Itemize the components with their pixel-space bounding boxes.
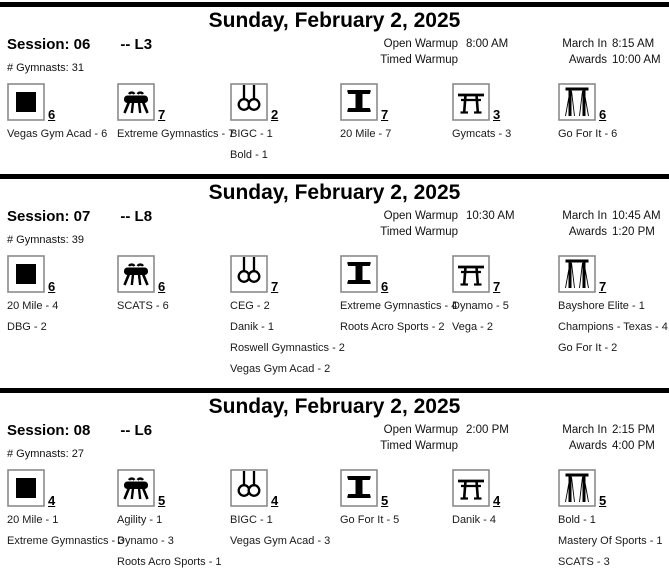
team-list (230, 510, 340, 552)
team-list (117, 510, 230, 573)
march-in-times (545, 36, 667, 68)
team-list (117, 124, 235, 145)
apparatus-icon-row (340, 465, 452, 507)
team-list (558, 124, 669, 145)
apparatus-gymnast-count: 7 (271, 279, 279, 294)
team-entry: Dynamo - 5 (452, 300, 509, 312)
timed-warmup-row (358, 438, 538, 454)
open-warmup-label: Open Warmup (383, 210, 458, 222)
team-entry: Bayshore Elite - 1 (558, 300, 645, 312)
warmup-times (358, 208, 538, 240)
parallel-bars-icon (452, 83, 490, 121)
team-entry: Danik - 1 (230, 321, 275, 333)
apparatus-column (117, 79, 235, 166)
apparatus-icon-row (230, 79, 340, 121)
team-entry: Roots Acro Sports - 1 (117, 556, 222, 568)
apparatus-icon-row (230, 251, 340, 293)
team-entry: BIGC - 1 (230, 514, 273, 526)
rings-icon (230, 469, 268, 507)
march-in-label: March In (562, 424, 607, 436)
section-divider (0, 174, 669, 179)
team-list (340, 510, 452, 531)
session-header (0, 33, 669, 77)
session-number: Session: 08 (7, 422, 91, 439)
awards-row (545, 224, 667, 240)
apparatus-gymnast-count: 6 (381, 279, 389, 294)
awards-row (545, 52, 667, 68)
march-in-times (545, 208, 667, 240)
apparatus-icon-row (230, 465, 340, 507)
team-list (452, 510, 558, 531)
apparatus-gymnast-count: 6 (48, 279, 56, 294)
vault-icon (340, 469, 378, 507)
march-in-time: 2:15 PM (612, 424, 655, 436)
floor-icon (7, 83, 45, 121)
team-entry: Go For It - 5 (340, 514, 400, 526)
awards-time: 4:00 PM (612, 440, 655, 452)
high-bar-icon (558, 83, 596, 121)
apparatus-column (340, 465, 452, 573)
apparatus-rotation-row (0, 463, 669, 579)
open-warmup-row (358, 422, 538, 438)
march-in-time: 8:15 AM (612, 38, 655, 50)
awards-time: 1:20 PM (612, 226, 655, 238)
open-warmup-time: 10:30 AM (466, 210, 515, 222)
gymnast-total: # Gymnasts: 31 (7, 62, 85, 74)
team-entry: BIGC - 1 (230, 128, 273, 140)
team-entry: Bold - 1 (230, 149, 268, 161)
team-entry: Roswell Gymnastics - 2 (230, 342, 345, 354)
apparatus-icon-row (558, 465, 669, 507)
team-entry: CEG - 2 (230, 300, 270, 312)
apparatus-gymnast-count: 4 (493, 493, 501, 508)
open-warmup-label: Open Warmup (383, 38, 458, 50)
team-list (7, 510, 125, 552)
apparatus-column (117, 251, 230, 380)
session-section (0, 2, 669, 172)
team-entry: DBG - 2 (7, 321, 47, 333)
team-entry: Extreme Gymnastics - 7 (117, 128, 235, 140)
session-level: -- L8 (120, 208, 153, 225)
section-divider (0, 2, 669, 7)
high-bar-icon (558, 469, 596, 507)
team-entry: Gymcats - 3 (452, 128, 512, 140)
vault-icon (340, 83, 378, 121)
parallel-bars-icon (452, 469, 490, 507)
apparatus-column (7, 251, 117, 380)
march-in-label: March In (562, 210, 607, 222)
apparatus-icon-row (117, 79, 230, 121)
team-list (558, 510, 669, 573)
session-header (0, 205, 669, 249)
apparatus-gymnast-count: 7 (599, 279, 607, 294)
team-entry: SCATS - 3 (558, 556, 610, 568)
march-in-label: March In (562, 38, 607, 50)
apparatus-gymnast-count: 2 (271, 107, 279, 122)
open-warmup-label: Open Warmup (383, 424, 458, 436)
team-entry: Extreme Gymnastics - 3 (7, 535, 125, 547)
team-list (230, 296, 345, 380)
team-entry: Vegas Gym Acad - 6 (7, 128, 108, 140)
timed-warmup-row (358, 52, 538, 68)
apparatus-column (230, 465, 340, 573)
apparatus-icon-row (452, 251, 558, 293)
high-bar-icon (558, 255, 596, 293)
apparatus-icon-row (7, 251, 117, 293)
warmup-times (358, 36, 538, 68)
team-entry: Roots Acro Sports - 2 (340, 321, 445, 333)
team-entry: 20 Mile - 4 (7, 300, 59, 312)
team-entry: Vegas Gym Acad - 2 (230, 363, 331, 375)
team-entry: Go For It - 6 (558, 128, 618, 140)
apparatus-icon-row (7, 79, 117, 121)
team-entry: Extreme Gymnastics - 4 (340, 300, 458, 312)
floor-icon (7, 255, 45, 293)
timed-warmup-label: Timed Warmup (380, 226, 458, 238)
timed-warmup-time (458, 52, 538, 68)
apparatus-column (452, 251, 558, 380)
apparatus-icon-row (452, 465, 558, 507)
apparatus-icon-row (117, 465, 230, 507)
awards-label: Awards (568, 54, 607, 66)
section-divider (0, 388, 669, 393)
timed-warmup-label: Timed Warmup (380, 440, 458, 452)
team-list (340, 296, 458, 338)
timed-warmup-time (458, 438, 538, 454)
team-entry: Agility - 1 (117, 514, 163, 526)
apparatus-column (340, 79, 452, 166)
apparatus-icon-row (7, 465, 117, 507)
apparatus-column (558, 251, 669, 380)
session-number: Session: 06 (7, 36, 91, 53)
apparatus-column (558, 465, 669, 573)
warmup-times (358, 422, 538, 454)
apparatus-icon-row (558, 79, 669, 121)
apparatus-gymnast-count: 5 (158, 493, 166, 508)
apparatus-column (452, 465, 558, 573)
session-header (0, 419, 669, 463)
team-list (7, 296, 117, 338)
apparatus-gymnast-count: 4 (48, 493, 56, 508)
apparatus-gymnast-count: 6 (48, 107, 56, 122)
apparatus-gymnast-count: 6 (158, 279, 166, 294)
team-list (7, 124, 117, 145)
vault-icon (340, 255, 378, 293)
march-in-times (545, 422, 667, 454)
session-section (0, 174, 669, 386)
parallel-bars-icon (452, 255, 490, 293)
apparatus-column (230, 79, 340, 166)
open-warmup-row (358, 208, 538, 224)
session-number: Session: 07 (7, 208, 91, 225)
apparatus-column (558, 79, 669, 166)
timed-warmup-time (458, 224, 538, 240)
apparatus-icon-row (340, 251, 452, 293)
apparatus-column (7, 79, 117, 166)
date-title: Sunday, February 2, 2025 (208, 9, 461, 32)
team-list (230, 124, 340, 166)
timed-warmup-row (358, 224, 538, 240)
session-level: -- L6 (120, 422, 153, 439)
team-entry: Bold - 1 (558, 514, 596, 526)
rings-icon (230, 83, 268, 121)
team-entry: SCATS - 6 (117, 300, 169, 312)
awards-label: Awards (568, 440, 607, 452)
timed-warmup-label: Timed Warmup (380, 54, 458, 66)
awards-row (545, 438, 667, 454)
awards-label: Awards (568, 226, 607, 238)
team-list (558, 296, 669, 359)
apparatus-column (117, 465, 230, 573)
team-list (452, 124, 558, 145)
open-warmup-time: 8:00 AM (466, 38, 509, 50)
awards-time: 10:00 AM (612, 54, 661, 66)
team-list (340, 124, 452, 145)
team-entry: Vega - 2 (452, 321, 493, 333)
team-entry: Dynamo - 3 (117, 535, 174, 547)
apparatus-icon-row (340, 79, 452, 121)
apparatus-icon-row (558, 251, 669, 293)
apparatus-column (340, 251, 458, 380)
apparatus-rotation-row (0, 249, 669, 386)
march-in-row (545, 36, 667, 52)
gymnast-total: # Gymnasts: 39 (7, 234, 85, 246)
apparatus-gymnast-count: 7 (158, 107, 166, 122)
team-entry: Danik - 4 (452, 514, 497, 526)
apparatus-column (7, 465, 125, 573)
apparatus-rotation-row (0, 77, 669, 172)
apparatus-gymnast-count: 5 (599, 493, 607, 508)
team-entry: Vegas Gym Acad - 3 (230, 535, 331, 547)
pommel-horse-icon (117, 255, 155, 293)
pommel-horse-icon (117, 83, 155, 121)
apparatus-icon-row (452, 79, 558, 121)
floor-icon (7, 469, 45, 507)
date-title: Sunday, February 2, 2025 (208, 395, 461, 418)
session-level: -- L3 (120, 36, 153, 53)
apparatus-column (230, 251, 345, 380)
meet-schedule-document (0, 2, 669, 579)
session-section (0, 388, 669, 579)
apparatus-gymnast-count: 4 (271, 493, 279, 508)
gymnast-total: # Gymnasts: 27 (7, 448, 85, 460)
team-entry: 20 Mile - 1 (7, 514, 59, 526)
march-in-row (545, 422, 667, 438)
apparatus-gymnast-count: 3 (493, 107, 501, 122)
team-entry: Mastery Of Sports - 1 (558, 535, 663, 547)
pommel-horse-icon (117, 469, 155, 507)
march-in-time: 10:45 AM (612, 210, 661, 222)
apparatus-gymnast-count: 7 (493, 279, 501, 294)
team-list (117, 296, 230, 317)
open-warmup-time: 2:00 PM (466, 424, 509, 436)
open-warmup-row (358, 36, 538, 52)
apparatus-gymnast-count: 7 (381, 107, 389, 122)
date-title: Sunday, February 2, 2025 (208, 181, 461, 204)
apparatus-column (452, 79, 558, 166)
rings-icon (230, 255, 268, 293)
team-list (452, 296, 558, 338)
march-in-row (545, 208, 667, 224)
apparatus-gymnast-count: 5 (381, 493, 389, 508)
apparatus-icon-row (117, 251, 230, 293)
team-entry: Champions - Texas - 4 (558, 321, 668, 333)
team-entry: 20 Mile - 7 (340, 128, 392, 140)
team-entry: Go For It - 2 (558, 342, 618, 354)
apparatus-gymnast-count: 6 (599, 107, 607, 122)
